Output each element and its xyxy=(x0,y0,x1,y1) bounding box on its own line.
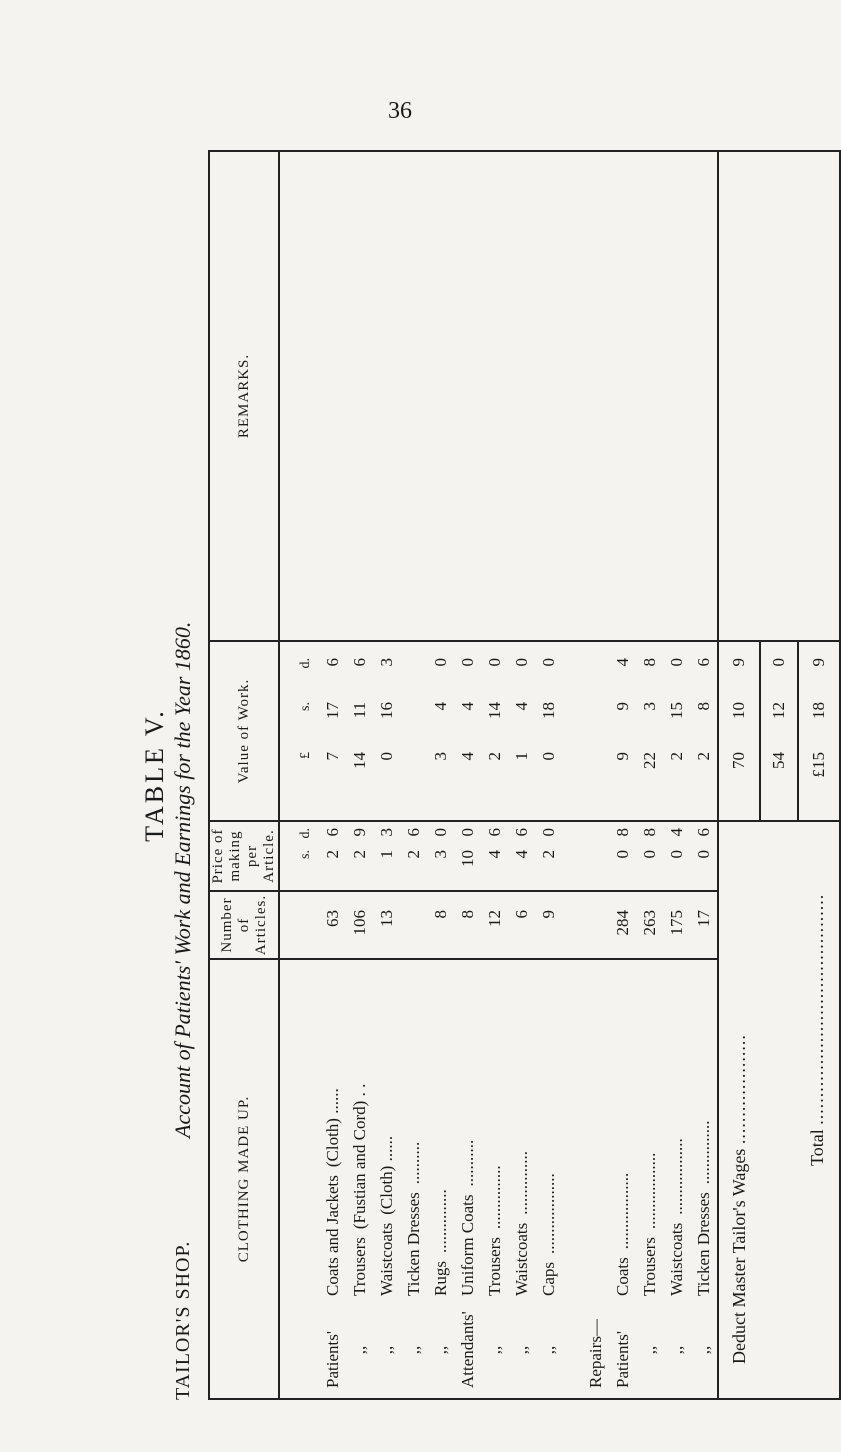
subtotal-shillings: 10 xyxy=(729,702,748,719)
price-pence: 8 xyxy=(640,828,659,837)
clothing-item xyxy=(319,960,346,1398)
item-note: .................. xyxy=(640,1152,659,1230)
section-gap xyxy=(562,960,582,1398)
number-cell xyxy=(279,891,718,959)
clothing-cell xyxy=(279,959,718,1399)
value-pence: 6 xyxy=(694,658,713,667)
deduct-amount-remarks xyxy=(759,151,797,641)
price-entry xyxy=(346,822,373,890)
item-note: ............... xyxy=(431,1189,450,1254)
value-shillings: 11 xyxy=(350,702,369,719)
price-shillings: 10 xyxy=(458,850,477,867)
price-pence: 6 xyxy=(694,828,713,837)
price-pence: 0 xyxy=(431,828,450,837)
price-shillings: 2 xyxy=(323,850,342,859)
article-count: 8 xyxy=(458,910,477,919)
value-shillings: 4 xyxy=(512,702,531,711)
number-list xyxy=(280,892,717,958)
header-row xyxy=(209,151,279,1399)
value-pence: 0 xyxy=(431,658,450,667)
price-entry xyxy=(400,822,427,890)
value-shillings: 8 xyxy=(694,702,713,711)
body-row xyxy=(279,151,718,1399)
price-entry xyxy=(427,822,454,890)
value-list xyxy=(280,642,717,820)
item-name: Rugs xyxy=(431,1261,450,1296)
article-count: 9 xyxy=(539,910,558,919)
ledger-table xyxy=(208,150,841,1400)
value-pence: 0 xyxy=(512,658,531,667)
deduct-dots: .................... xyxy=(729,1034,749,1145)
value-pounds: 9 xyxy=(613,752,632,761)
value-shillings: 18 xyxy=(539,702,558,719)
item-prefix: ,, xyxy=(667,1345,686,1355)
article-count: 13 xyxy=(377,910,396,927)
value-pence: 6 xyxy=(350,658,369,667)
price-entry xyxy=(481,822,508,890)
value-pounds: 4 xyxy=(458,752,477,761)
item-prefix: ,, xyxy=(512,1345,531,1355)
value-pence: 0 xyxy=(485,658,504,667)
value-shillings: 4 xyxy=(431,702,450,711)
header-remarks: REMARKS. xyxy=(209,151,279,641)
value-shillings: 17 xyxy=(323,702,342,719)
value-entry xyxy=(508,642,535,820)
price-pence: 6 xyxy=(404,828,423,837)
deduct-pounds: 54 xyxy=(769,752,788,769)
item-prefix: ,, xyxy=(404,1345,423,1355)
value-entry xyxy=(454,642,481,820)
deduct-value-cell xyxy=(718,641,759,821)
article-count xyxy=(400,892,427,958)
value-pounds: 2 xyxy=(694,752,713,761)
article-count: 106 xyxy=(350,910,369,936)
value-pounds: 7 xyxy=(323,752,342,761)
clothing-item xyxy=(481,960,508,1398)
unit-spacer xyxy=(292,960,319,1398)
article-count: 8 xyxy=(431,910,450,919)
value-pounds: 2 xyxy=(485,752,504,761)
header-price: Price of making per Article. xyxy=(209,821,279,891)
price-shillings: 0 xyxy=(613,850,632,859)
item-note: (Cloth) ...... xyxy=(323,1088,342,1168)
price-pence: 9 xyxy=(350,828,369,837)
repairs-heading-text: Repairs— xyxy=(586,1319,605,1388)
item-prefix: ,, xyxy=(431,1345,450,1355)
clothing-item xyxy=(690,960,717,1398)
clothing-list xyxy=(280,960,717,1398)
article-count: 12 xyxy=(485,910,504,927)
value-entry xyxy=(636,642,663,820)
deduct-amount-row xyxy=(759,151,797,1399)
item-note: (Cloth) ...... xyxy=(377,1135,396,1215)
item-name: Trousers xyxy=(640,1237,659,1296)
item-name: Ticken Dresses xyxy=(694,1192,713,1296)
value-pence: 8 xyxy=(640,658,659,667)
price-shillings: 2 xyxy=(350,850,369,859)
total-pounds: £15 xyxy=(809,752,828,778)
deduct-amount-spacer xyxy=(759,821,797,1399)
shop-title: TAILOR'S SHOP. xyxy=(172,1240,194,1400)
header-clothing: CLOTHING MADE UP. xyxy=(209,959,279,1399)
item-prefix: Attendants' xyxy=(458,1311,477,1388)
value-pounds: 1 xyxy=(512,752,531,761)
price-pence: 0 xyxy=(539,828,558,837)
item-note: .................. xyxy=(613,1172,632,1250)
page-number: 36 xyxy=(388,98,412,124)
total-label-cell xyxy=(797,821,840,1399)
article-count: 263 xyxy=(640,910,659,936)
article-count: 284 xyxy=(613,910,632,936)
price-cell xyxy=(279,821,718,891)
item-name: Caps xyxy=(539,1262,558,1296)
value-pounds: 22 xyxy=(640,752,659,769)
price-pence: 6 xyxy=(512,828,531,837)
value-pounds: 0 xyxy=(377,752,396,761)
value-pence: 0 xyxy=(667,658,686,667)
price-entry xyxy=(508,822,535,890)
clothing-item xyxy=(427,960,454,1398)
item-name: Waistcoats xyxy=(512,1222,531,1296)
clothing-item xyxy=(400,960,427,1398)
item-name: Ticken Dresses xyxy=(404,1192,423,1296)
value-cell xyxy=(279,641,718,821)
repairs-spacer xyxy=(582,822,609,890)
value-units xyxy=(292,642,319,820)
item-note: ............... xyxy=(694,1120,713,1185)
unit-shillings: s. xyxy=(298,850,313,859)
price-pence: 3 xyxy=(377,828,396,837)
price-shillings: 0 xyxy=(640,850,659,859)
article-count: 17 xyxy=(694,910,713,927)
clothing-item xyxy=(508,960,535,1398)
clothing-item xyxy=(609,960,636,1398)
value-entry xyxy=(609,642,636,820)
item-prefix: ,, xyxy=(485,1345,504,1355)
value-shillings: 15 xyxy=(667,702,686,719)
value-pence: 4 xyxy=(613,658,632,667)
deduct-row xyxy=(718,151,759,1399)
item-note: ............... xyxy=(485,1165,504,1230)
subtotal-pounds: 70 xyxy=(729,752,748,769)
clothing-item xyxy=(454,960,481,1398)
price-entry xyxy=(319,822,346,890)
deduct-label-cell xyxy=(718,821,759,1399)
price-pence: 6 xyxy=(485,828,504,837)
item-prefix: Patients' xyxy=(613,1331,632,1388)
item-prefix: ,, xyxy=(377,1345,396,1355)
price-shillings: 4 xyxy=(485,850,504,859)
section-gap xyxy=(562,822,582,890)
table-title: TABLE V. xyxy=(140,708,169,842)
value-pounds: 2 xyxy=(667,752,686,761)
value-pence: 6 xyxy=(323,658,342,667)
price-pence: 6 xyxy=(323,828,342,837)
repairs-spacer xyxy=(582,892,609,958)
value-pence: 0 xyxy=(458,658,477,667)
unit-spacer xyxy=(292,892,319,958)
item-prefix: ,, xyxy=(539,1345,558,1355)
price-entry xyxy=(690,822,717,890)
price-shillings: 2 xyxy=(539,850,558,859)
item-prefix: ,, xyxy=(350,1345,369,1355)
value-pence: 3 xyxy=(377,658,396,667)
value-pence xyxy=(400,658,427,702)
item-name: Coats xyxy=(613,1257,632,1296)
section-gap xyxy=(562,642,582,820)
value-entry xyxy=(481,642,508,820)
item-name: Waistcoats xyxy=(377,1222,396,1296)
deduct-pence: 0 xyxy=(769,658,788,667)
header-number: Number of Articles. xyxy=(209,891,279,959)
total-row xyxy=(797,151,840,1399)
article-count: 6 xyxy=(512,910,531,919)
total-remarks xyxy=(797,151,840,641)
value-pounds xyxy=(400,748,427,820)
value-shillings: 14 xyxy=(485,702,504,719)
clothing-item xyxy=(535,960,562,1398)
value-shillings: 3 xyxy=(640,702,659,711)
price-shillings: 0 xyxy=(667,850,686,859)
value-pounds: 14 xyxy=(350,752,369,769)
item-prefix: ,, xyxy=(694,1345,713,1355)
deduct-label: Deduct Master Tailor's Wages xyxy=(729,1148,749,1364)
price-entry xyxy=(636,822,663,890)
unit-pounds: £ xyxy=(298,752,313,759)
price-shillings: 1 xyxy=(377,850,396,859)
value-shillings: 16 xyxy=(377,702,396,719)
item-note: ........... xyxy=(458,1139,477,1187)
value-pence: 0 xyxy=(539,658,558,667)
total-label: Total xyxy=(807,1129,827,1166)
value-entry xyxy=(663,642,690,820)
item-name: Trousers xyxy=(350,1237,369,1296)
total-pence: 9 xyxy=(809,658,828,667)
value-entry xyxy=(535,642,562,820)
item-note: (Fustian and Cord) . . xyxy=(350,1083,369,1230)
value-entry xyxy=(346,642,373,820)
total-value-cell xyxy=(797,641,840,821)
unit-shillings: s. xyxy=(298,702,313,711)
price-pence: 0 xyxy=(458,828,477,837)
title-block xyxy=(140,150,204,1400)
account-title: Account of Patients' Work and Earnings for the Year 1860. xyxy=(170,621,195,1138)
item-note: ................... xyxy=(539,1173,558,1254)
price-shillings: 3 xyxy=(431,850,450,859)
clothing-item xyxy=(663,960,690,1398)
section-gap xyxy=(562,892,582,958)
item-name: Coats and Jackets xyxy=(323,1175,342,1296)
value-entry xyxy=(373,642,400,820)
item-note: .......... xyxy=(404,1141,423,1185)
total-dots: .......................................... xyxy=(807,893,827,1125)
price-entry xyxy=(535,822,562,890)
value-entry xyxy=(319,642,346,820)
value-shillings: 4 xyxy=(458,702,477,711)
value-entry xyxy=(427,642,454,820)
subtotal-pence: 9 xyxy=(729,658,748,667)
price-pence: 4 xyxy=(667,828,686,837)
deduct-remarks xyxy=(718,151,759,641)
deduct-amount-cell xyxy=(759,641,797,821)
repairs-spacer xyxy=(582,642,609,820)
item-note: ............... xyxy=(512,1151,531,1215)
total-shillings: 18 xyxy=(809,702,828,719)
value-shillings: 9 xyxy=(613,702,632,711)
article-count: 175 xyxy=(667,910,686,936)
article-count: 63 xyxy=(323,910,342,927)
deduct-shillings: 12 xyxy=(769,702,788,719)
rotated-page xyxy=(140,150,828,1400)
remarks-cell xyxy=(279,151,718,641)
item-prefix: ,, xyxy=(640,1345,659,1355)
clothing-item xyxy=(346,960,373,1398)
price-entry xyxy=(454,822,481,890)
price-units xyxy=(292,822,319,890)
value-pounds: 0 xyxy=(539,752,558,761)
value-entry xyxy=(690,642,717,820)
item-note: .................. xyxy=(667,1138,686,1215)
price-shillings: 2 xyxy=(404,850,423,859)
clothing-item xyxy=(373,960,400,1398)
price-list xyxy=(280,822,717,890)
repairs-heading xyxy=(582,960,609,1398)
price-pence: 8 xyxy=(613,828,632,837)
price-shillings: 4 xyxy=(512,850,531,859)
header-value: Value of Work. xyxy=(209,641,279,821)
item-prefix: Patients' xyxy=(323,1331,342,1388)
unit-pence: d. xyxy=(298,828,313,839)
price-entry xyxy=(663,822,690,890)
value-pounds: 3 xyxy=(431,752,450,761)
price-entry xyxy=(373,822,400,890)
unit-pence: d. xyxy=(298,658,313,669)
value-entry xyxy=(400,642,427,820)
item-name: Uniform Coats xyxy=(458,1194,477,1296)
item-name: Waistcoats xyxy=(667,1222,686,1296)
price-entry xyxy=(609,822,636,890)
price-shillings: 0 xyxy=(694,850,713,859)
clothing-item xyxy=(636,960,663,1398)
value-shillings xyxy=(400,702,427,748)
item-name: Trousers xyxy=(485,1237,504,1296)
